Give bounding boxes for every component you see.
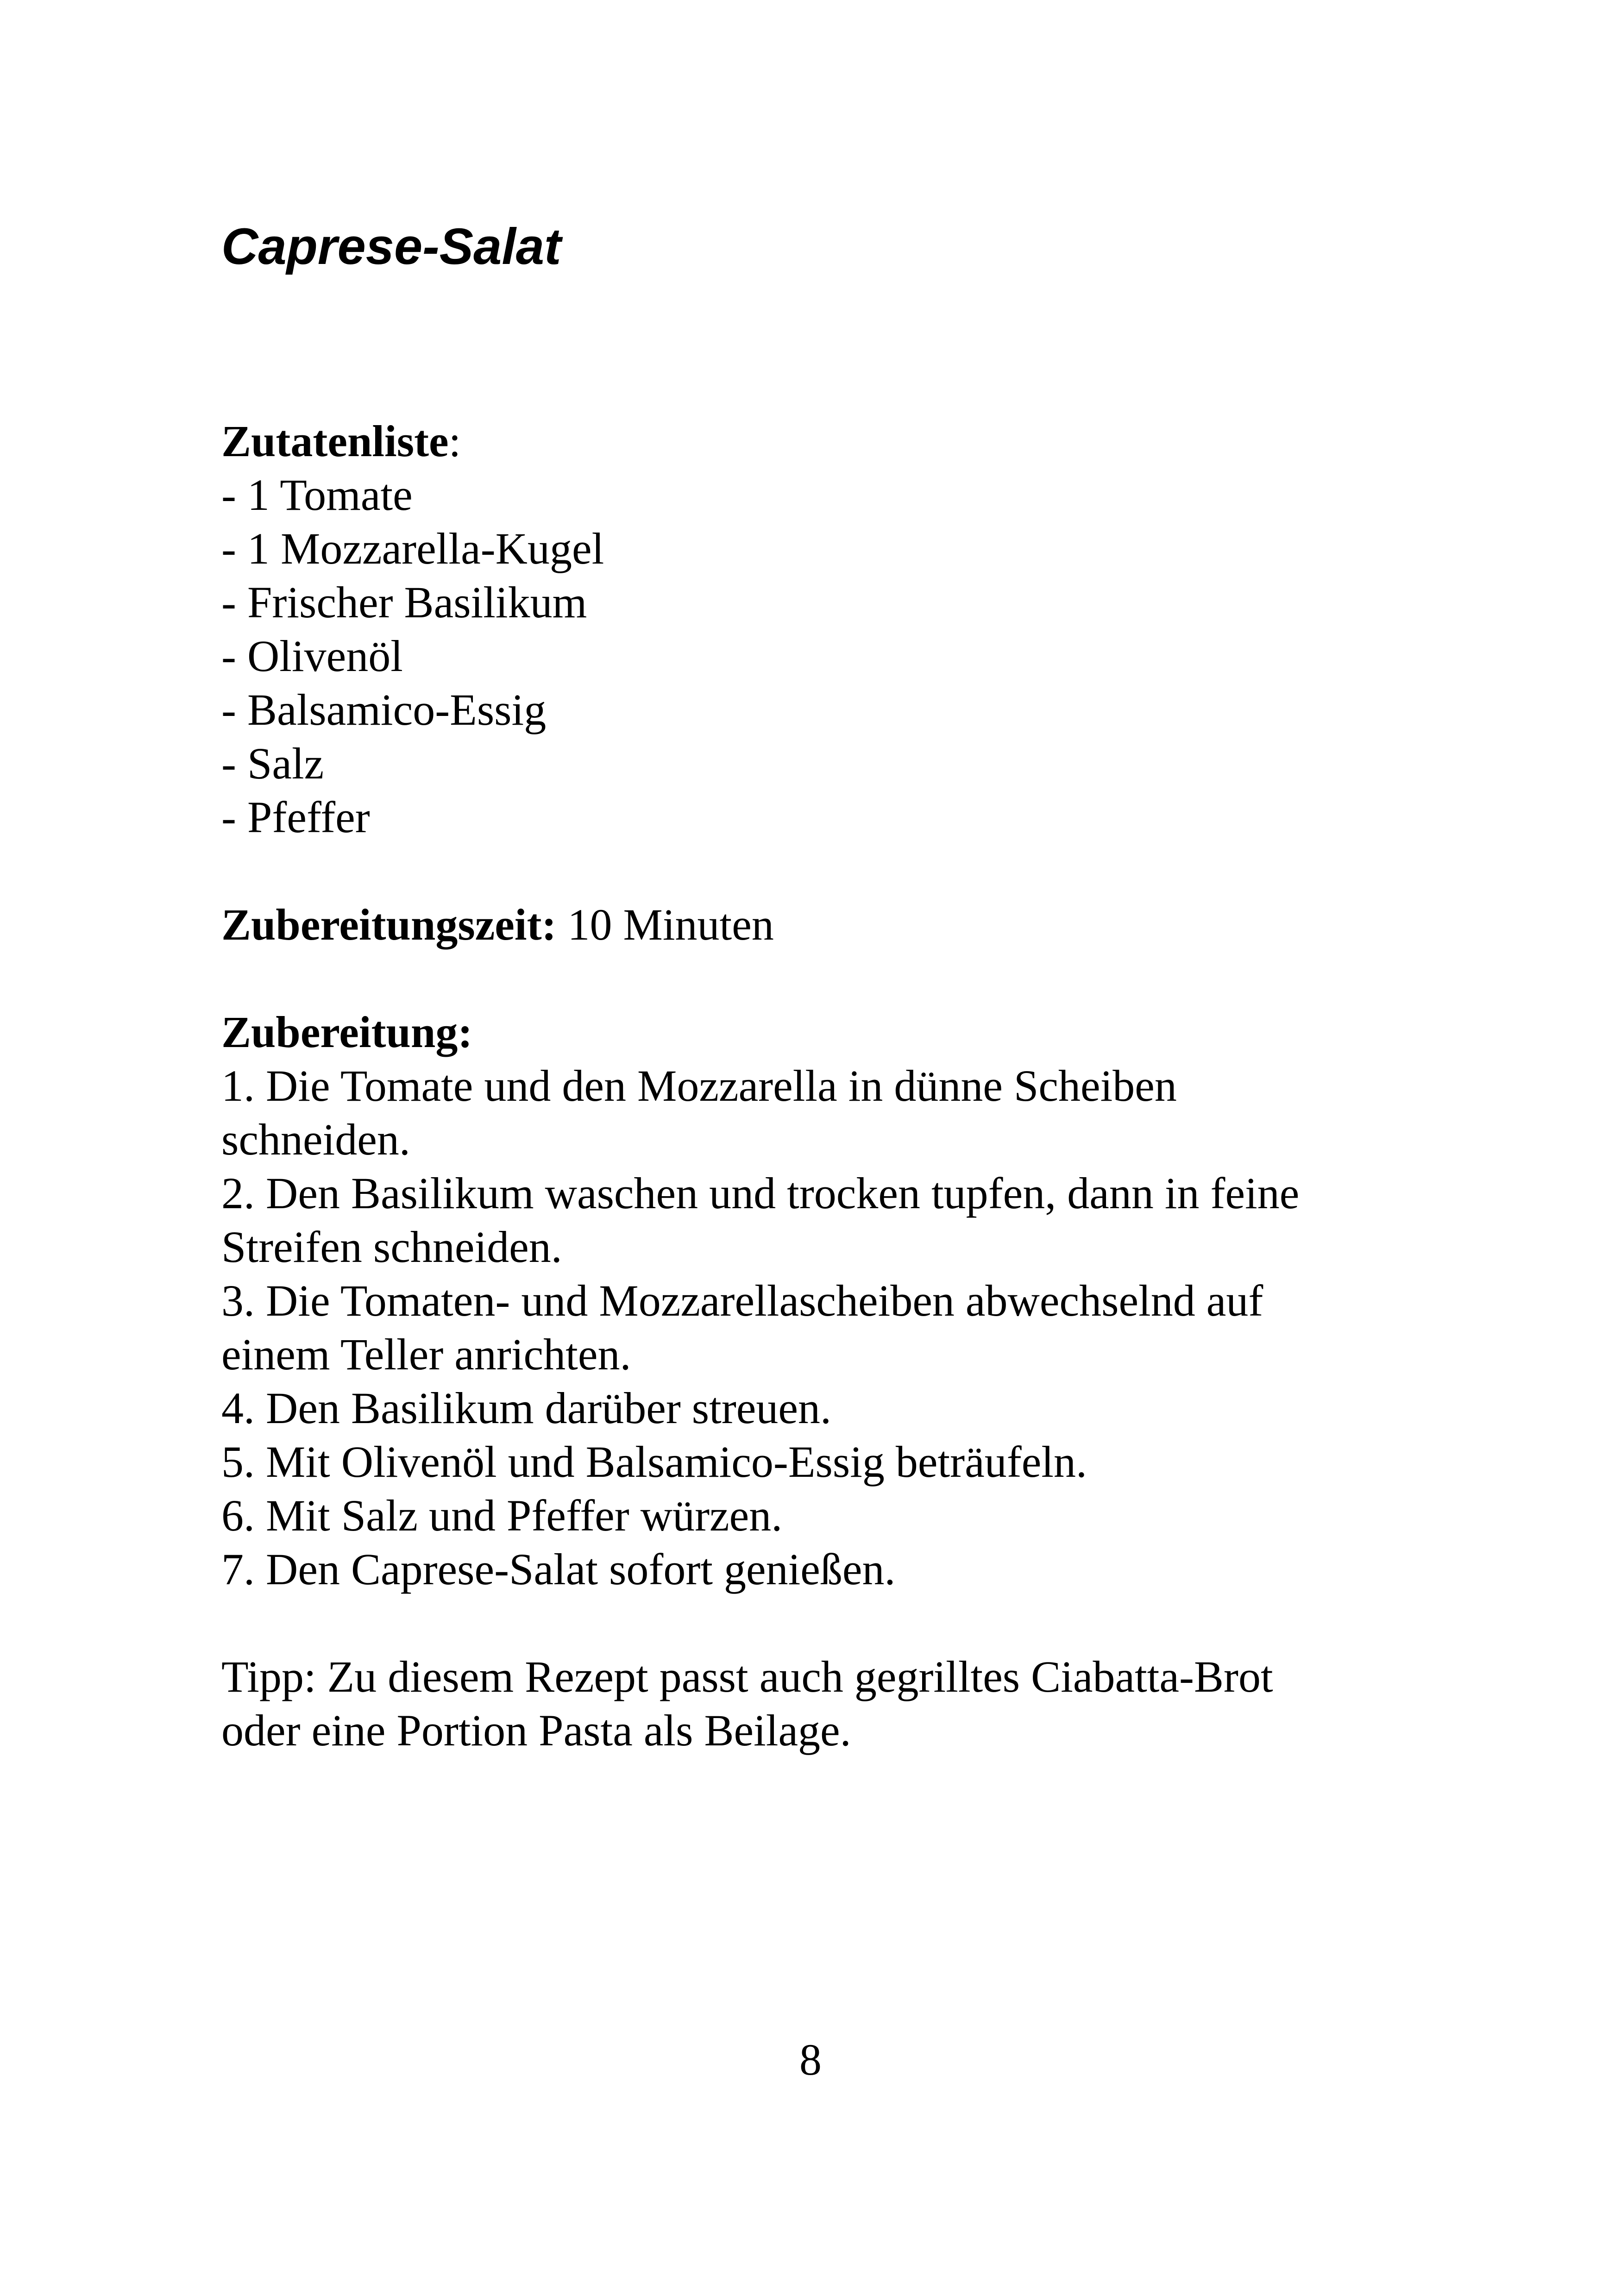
spacer bbox=[221, 952, 1426, 1005]
spacer bbox=[221, 844, 1426, 898]
ingredient-item: - Frischer Basilikum bbox=[221, 577, 587, 627]
preparation-line: 6. Mit Salz und Pfeffer würzen. bbox=[221, 1491, 783, 1540]
tip-paragraph bbox=[221, 1650, 1426, 1757]
preparation-line: einem Teller anrichten. bbox=[221, 1330, 631, 1379]
recipe-body bbox=[221, 414, 1426, 1757]
ingredients-heading-colon: : bbox=[448, 416, 461, 466]
page-number: 8 bbox=[799, 2035, 822, 2084]
preparation-line: 2. Den Basilikum waschen und trocken tupfen, dann in feine bbox=[221, 1168, 1300, 1218]
ingredient-item: - Balsamico-Essig bbox=[221, 685, 547, 734]
ingredient-item: - Salz bbox=[221, 739, 324, 788]
tip-line: Tipp: Zu diesem Rezept passt auch gegrilltes Ciabatta-Brot bbox=[221, 1652, 1273, 1701]
preparation-steps bbox=[221, 1059, 1426, 1596]
preparation-line: schneiden. bbox=[221, 1115, 410, 1164]
ingredients-list bbox=[221, 468, 1426, 844]
preparation-line: 5. Mit Olivenöl und Balsamico-Essig beträufeln. bbox=[221, 1437, 1087, 1487]
ingredient-item: - Olivenöl bbox=[221, 631, 403, 681]
ingredient-item: - Pfeffer bbox=[221, 792, 370, 842]
ingredients-heading: Zutatenliste bbox=[221, 416, 449, 466]
prep-time-value: 10 Minuten bbox=[556, 900, 774, 949]
preparation-heading: Zubereitung: bbox=[221, 1007, 473, 1057]
preparation-line: 3. Die Tomaten- und Mozzarellascheiben abwechselnd auf bbox=[221, 1276, 1263, 1325]
ingredients-heading-line bbox=[221, 414, 1426, 468]
preparation-line: 4. Den Basilikum darüber streuen. bbox=[221, 1383, 831, 1433]
prep-time-line bbox=[221, 898, 1426, 952]
preparation-line: 1. Die Tomate und den Mozzarella in dünne Scheiben bbox=[221, 1061, 1177, 1110]
preparation-line: Streifen schneiden. bbox=[221, 1222, 562, 1272]
ingredient-item: - 1 Mozzarella-Kugel bbox=[221, 524, 604, 573]
prep-time-label: Zubereitungszeit: bbox=[221, 900, 557, 949]
preparation-line: 7. Den Caprese-Salat sofort genießen. bbox=[221, 1544, 896, 1594]
tip-line: oder eine Portion Pasta als Beilage. bbox=[221, 1706, 851, 1755]
recipe-title: Caprese-Salat bbox=[221, 218, 561, 275]
ingredient-item: - 1 Tomate bbox=[221, 470, 413, 520]
spacer bbox=[221, 1596, 1426, 1650]
